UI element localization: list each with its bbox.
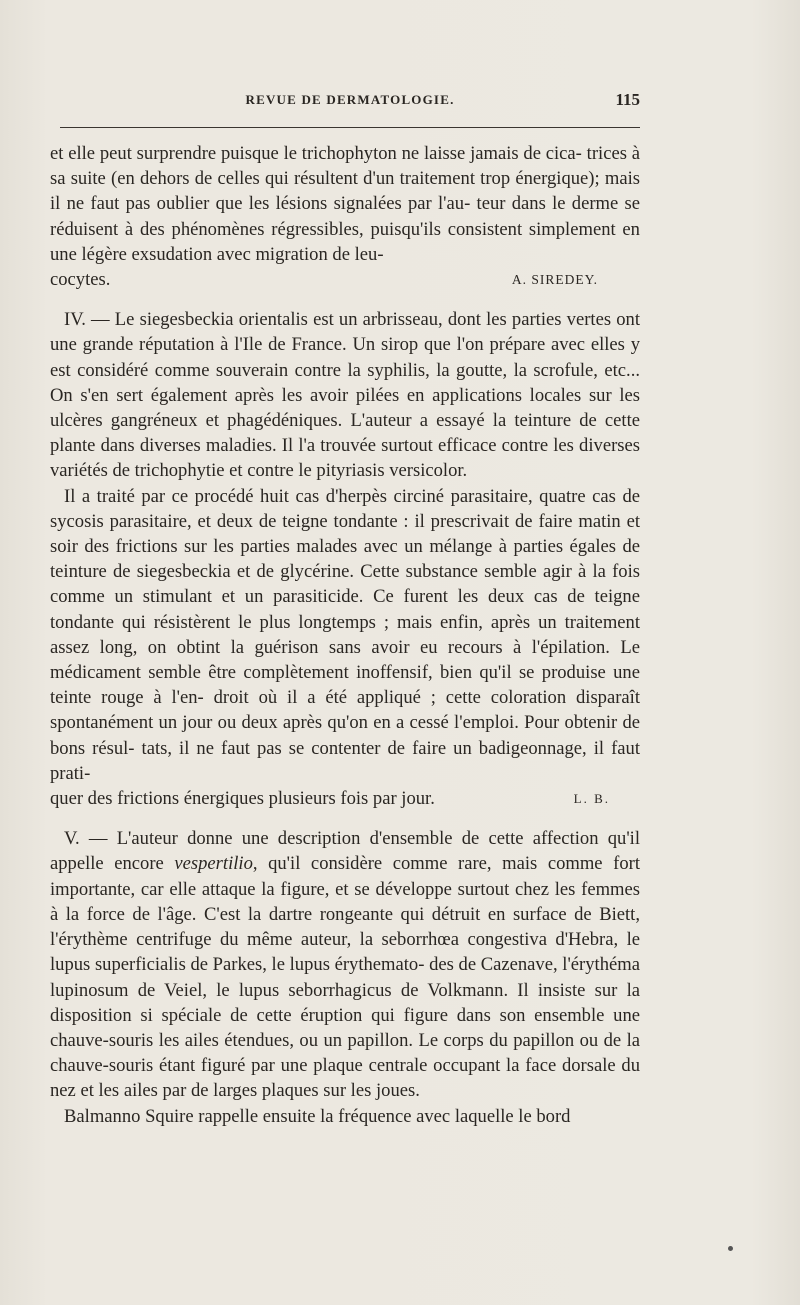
text-line: teur dans le derme se réduisent à des phénomènes régressibles, puisqu'ils bbox=[50, 193, 640, 240]
text-line: droit où il a été appliqué ; cette coloration disparaît spontanément un bbox=[50, 687, 641, 734]
term-vespertilio: vespertilio bbox=[174, 853, 253, 875]
text-line: en applications locales sur les ulcères gangréneux et phagédéniques. bbox=[50, 384, 640, 432]
text-line: cas de sycosis parasitaire, et deux de teigne tondante : il prescrivait de bbox=[50, 485, 640, 532]
paragraph-5 bbox=[50, 1104, 640, 1129]
text-line: trices à sa suite (en dehors de celles qui résultent d'un traitement trop bbox=[50, 143, 640, 190]
text-line: les femmes à la force de l'âge. C'est la dartre rongeante qui détruit en bbox=[50, 878, 640, 925]
text-line: longtemps ; mais enfin, après un traitement assez long, on obtint la bbox=[50, 611, 640, 658]
text-line: qui figure dans son ensemble une chauve-souris les ailes étendues, ou bbox=[50, 1004, 641, 1051]
text-line: par une plaque centrale occupant la face dorsale du nez et les ailes par bbox=[50, 1055, 641, 1102]
text-line: IV. — Le siegesbeckia orientalis est un arbrisseau, dont les parties bbox=[64, 309, 562, 331]
text-line: congestiva d'Hebra, le lupus superficialis de Parkes, le lupus érythemato- bbox=[50, 929, 640, 976]
text-line: Ce furent les deux cas de teigne tondante qui résistèrent le plus bbox=[50, 586, 640, 633]
text-line: faire matin et soir des frictions sur les parties malades avec un mélange bbox=[50, 510, 640, 558]
text-line: de Volkmann. Il insiste sur la disposition si spéciale de cette éruption bbox=[50, 979, 640, 1026]
text-line: vertes ont une grande réputation à l'Ile de France. Un sirop que l'on bbox=[50, 309, 640, 356]
text-line: qu'il appelle encore vespertilio, qu'il considère comme rare, mais comme bbox=[50, 828, 640, 875]
text-line: goutte, la scrofule, etc... On s'en sert également après les avoir pilées bbox=[50, 359, 640, 406]
paragraph-2 bbox=[50, 307, 640, 483]
running-header bbox=[60, 92, 640, 112]
paragraph-4 bbox=[50, 826, 640, 1103]
text-line: de larges plaques sur les joues. bbox=[190, 1080, 420, 1102]
text-line: Balmanno Squire rappelle ensuite la fréquence avec laquelle le bord bbox=[64, 1105, 571, 1127]
text-line: et elle peut surprendre puisque le trichophyton ne laisse jamais de cica- bbox=[50, 143, 582, 164]
text-line: l'a trouvée surtout efficace contre les diverses variétés de trichophytie bbox=[50, 435, 640, 482]
text-line: surface de Biett, l'érythème centrifuge du même auteur, la seborrhœa bbox=[50, 903, 640, 951]
text-line: substance semble agir à la fois comme un stimulant et un parasiticide. bbox=[50, 561, 640, 608]
header-rule bbox=[60, 127, 640, 128]
journal-title: REVUE DE DERMATOLOGIE. bbox=[245, 92, 455, 107]
text-line: cocytes. bbox=[50, 269, 111, 291]
author-signature: A. SIREDEY. bbox=[511, 272, 598, 288]
signature-line-2 bbox=[50, 786, 640, 811]
text-line: à parties égales de teinture de siegesbeckia et de glycérine. Cette bbox=[50, 536, 640, 583]
page-body bbox=[50, 141, 640, 1129]
text-line: guérison sans avoir eu recours à l'épilation. Le médicament semble être bbox=[50, 636, 640, 684]
text-line: complètement inoffensif, bien qu'il se produise une teinte rouge à l'en- bbox=[50, 662, 640, 709]
text-line: quer des frictions énergiques plusieurs fois par jour. bbox=[50, 788, 435, 810]
text-line: V. — L'auteur donne une description d'ensemble de cette affection bbox=[64, 828, 599, 850]
paragraph-1 bbox=[50, 141, 640, 267]
page-number: 115 bbox=[615, 90, 640, 109]
text-line: tats, il ne faut pas se contenter de faire un badigeonnage, il faut prati- bbox=[50, 737, 640, 784]
signature-line-1 bbox=[50, 267, 640, 292]
text-line: des de Cazenave, l'érythéma lupinosum de Veiel, le lupus seborrhagicus bbox=[50, 954, 640, 1001]
text-line: énergique); mais il ne faut pas oublier que les lésions signalées par l'au- bbox=[50, 168, 640, 215]
text-line: et contre le pityriasis versicolor. bbox=[229, 460, 468, 482]
text-line: L'auteur a essayé la teinture de cette plante dans diverses maladies. Il bbox=[50, 410, 640, 457]
text-line: fort importante, car elle attaque la figure, et se développe surtout chez bbox=[50, 853, 641, 900]
paragraph-3 bbox=[50, 484, 640, 786]
author-initials: L. B. bbox=[573, 791, 610, 807]
text-line: un papillon. Le corps du papillon ou de la chauve-souris étant figuré bbox=[50, 1029, 640, 1077]
text-line: consistent simplement en une légère exsudation avec migration de leu- bbox=[50, 218, 640, 265]
text-line: prépare avec elles y est considéré comme souverain contre la syphilis, la bbox=[50, 334, 640, 381]
text-line: jour ou deux après qu'on en a cessé l'emploi. Pour obtenir de bons résul- bbox=[50, 712, 641, 759]
text-line: Il a traité par ce procédé huit cas d'herpès circiné parasitaire, quatre bbox=[64, 485, 586, 507]
ink-speck bbox=[728, 1246, 733, 1251]
